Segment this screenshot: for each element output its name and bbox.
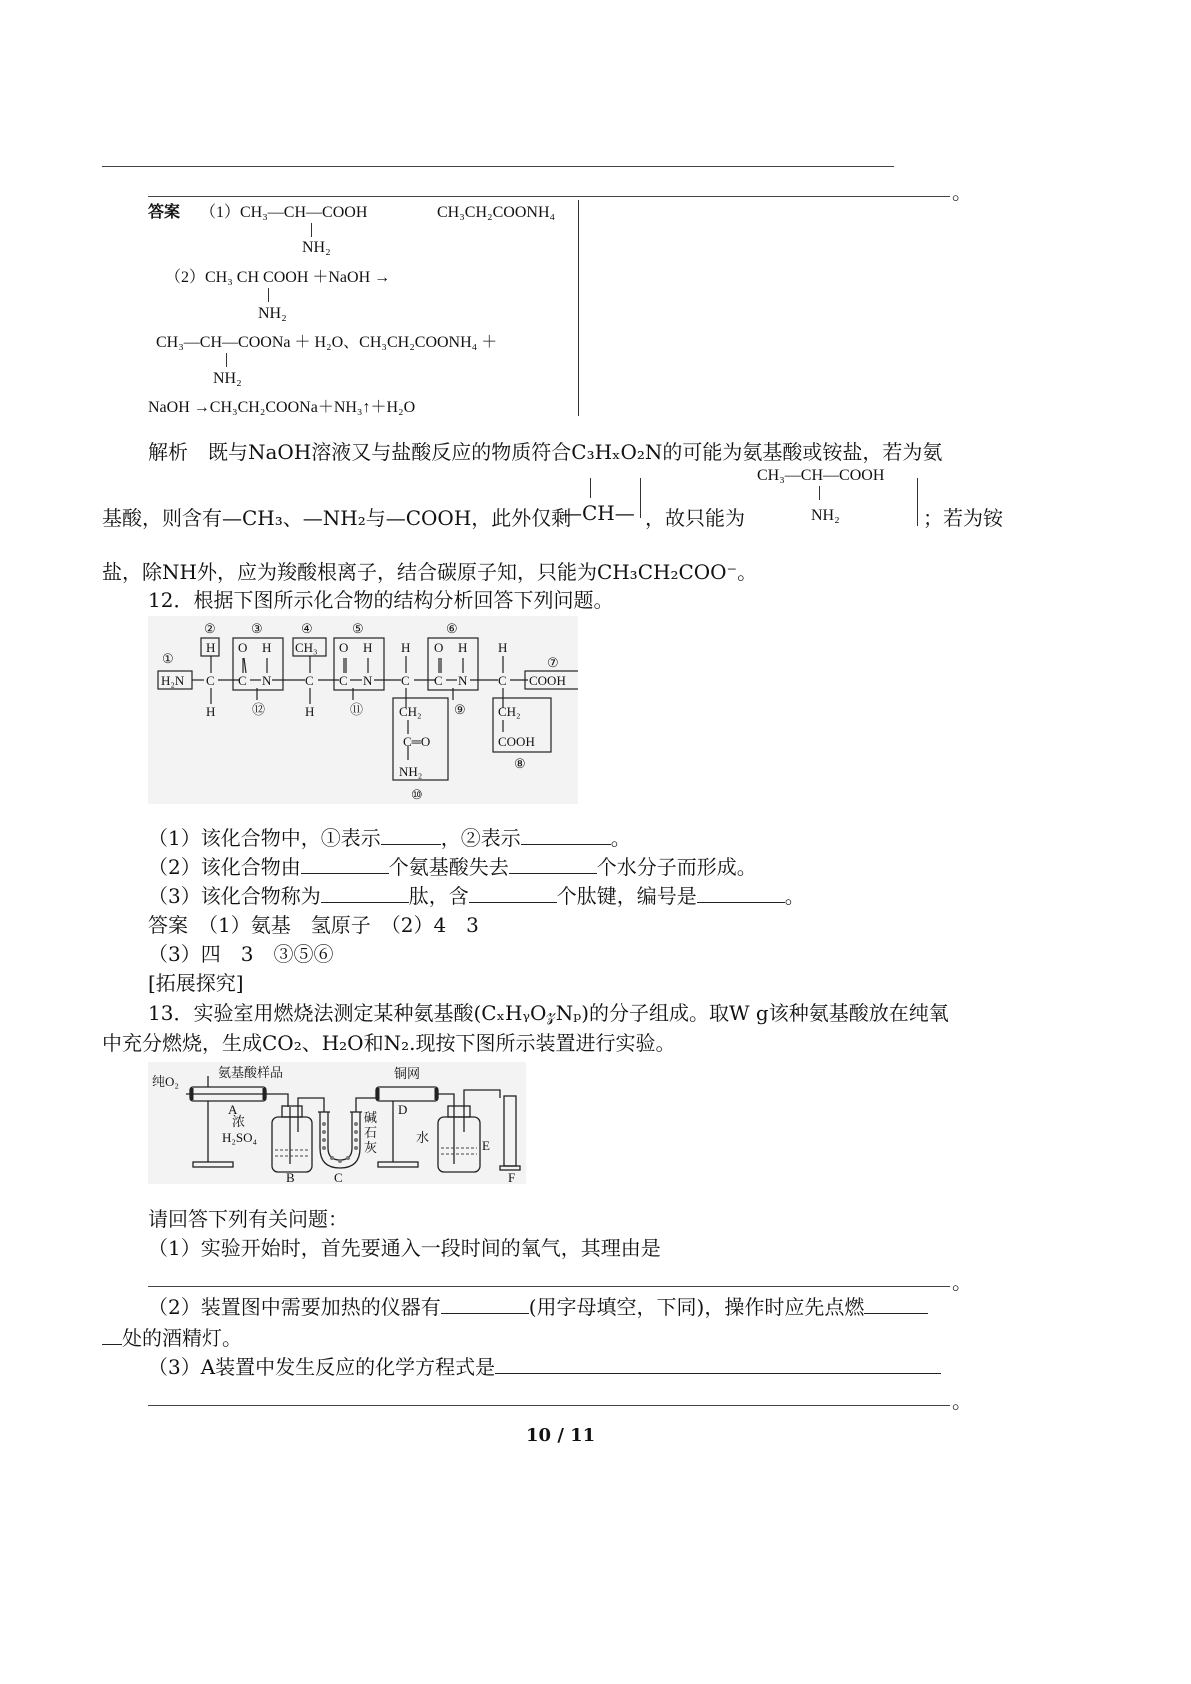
- c-atom: C: [498, 673, 507, 688]
- q13-blank-3[interactable]: [495, 1355, 941, 1374]
- q12-p2: [148, 855, 757, 879]
- peptide-structure-svg: [148, 616, 578, 804]
- bond-line: [819, 486, 820, 500]
- label-B: B: [286, 1170, 295, 1184]
- q13-p3-text: （3）A装置中发生反应的化学方程式是: [148, 1355, 496, 1379]
- h-atom: H: [262, 640, 272, 655]
- analysis-line2a: 基酸，则含有—CH₃、—NH₂与—COOH，此外仅剩: [102, 506, 572, 530]
- q12-blank-3[interactable]: [301, 855, 389, 874]
- end-mark: 。: [784, 884, 805, 908]
- label-A: A: [228, 1102, 238, 1117]
- q12-answer-line2: （3）四 3 ③⑤⑥: [148, 942, 334, 966]
- q12-answer-line1: 答案 （1）氨基 氢原子 （2）4 3: [148, 913, 479, 937]
- label-10: ⑩: [411, 787, 423, 802]
- analysis-line1: 解析 既与NaOH溶液又与盐酸反应的物质符合C₃HₓO₂N的可能为氨基酸或铵盐，若为氨: [148, 440, 943, 464]
- amino-group: NH₂: [302, 239, 331, 256]
- label-7: ⑦: [547, 655, 559, 670]
- q12-p1-text: （1）该化合物中，①表示: [148, 826, 381, 850]
- label-E: E: [482, 1138, 490, 1153]
- q12-p1: [148, 826, 631, 850]
- q13-blank-1[interactable]: [441, 1295, 529, 1314]
- apparatus-diagram: [148, 1062, 526, 1184]
- bond-line: [640, 478, 641, 518]
- q12-p3b-text: 肽，含: [408, 884, 469, 908]
- h-atom: H: [206, 640, 216, 655]
- bond-line: [268, 288, 269, 302]
- label-C: C: [334, 1170, 343, 1184]
- q13-stem-line1: 13．实验室用燃烧法测定某种氨基酸(CₓHᵧO𝓏Nₚ)的分子组成。取W g该种氨基酸放在纯氧: [148, 1001, 949, 1025]
- ch2-group: CH₂: [498, 704, 521, 719]
- q13-blank-2[interactable]: [864, 1295, 928, 1314]
- oxygen-label: 纯O₂: [152, 1074, 179, 1089]
- lime-label-3: 灰: [364, 1140, 378, 1155]
- c-atom: C: [401, 673, 410, 688]
- label-1: ①: [162, 651, 174, 666]
- label-4: ④: [301, 621, 313, 636]
- label-2: ②: [204, 621, 216, 636]
- amino-group: NH₂: [258, 305, 287, 322]
- water-label: 水: [416, 1130, 430, 1145]
- c-atom: C: [206, 673, 215, 688]
- bond-line: [226, 353, 227, 367]
- answer-box-edge: [578, 200, 579, 416]
- cooh-group: COOH: [529, 673, 566, 688]
- label-6: ⑥: [446, 621, 458, 636]
- q12-p3-text: （3）该化合物称为: [148, 884, 321, 908]
- apparatus-svg: [148, 1062, 526, 1184]
- q12-blank-5[interactable]: [321, 884, 409, 903]
- c-atom: C: [434, 673, 443, 688]
- analysis-line3: 盐，除NH外，应为羧酸根离子，结合碳原子知，只能为CH₃CH₂COO⁻。: [102, 560, 758, 584]
- lime-label-1: 碱: [364, 1110, 378, 1125]
- c-atom: C: [339, 673, 348, 688]
- c-eq-o: C═O: [403, 734, 431, 749]
- acid-label-1: 浓: [232, 1114, 246, 1129]
- ch3-group: CH₃: [295, 640, 318, 655]
- answer-blank-line: [148, 196, 950, 197]
- q12-p2b-text: 个氨基酸失去: [388, 855, 509, 879]
- copper-mesh-label: 铜网: [394, 1066, 421, 1081]
- q13-stem-line2: 中充分燃烧，生成CO₂、H₂O和N₂.现按下图所示装置进行实验。: [102, 1031, 676, 1055]
- lime-label-2: 石: [364, 1125, 378, 1140]
- q12-p2c-text: 个水分子而形成。: [596, 855, 757, 879]
- h-atom: H: [305, 704, 315, 719]
- q12-p1b-text: ，②表示: [440, 826, 521, 850]
- h-atom: H: [498, 640, 508, 655]
- end-mark: 。: [952, 1270, 972, 1294]
- q12-blank-1[interactable]: [381, 826, 441, 845]
- section-heading: [拓展探究]: [148, 971, 244, 995]
- q13-p2a-text: （2）装置图中需要加热的仪器有: [148, 1295, 441, 1319]
- ch2-group: CH₂: [399, 704, 422, 719]
- analysis-formula-bottom: NH₂: [811, 507, 840, 524]
- end-mark: 。: [952, 180, 972, 204]
- answer-line4: NaOH →CH₃CH₂COONa＋NH₃↑＋H₂O: [148, 399, 416, 416]
- label-12: ⑫: [252, 702, 266, 717]
- analysis-formula-top: CH₃—CH—COOH: [757, 467, 885, 484]
- answer-line1a: （1）CH₃—CH—COOH: [200, 204, 368, 221]
- q13-blank-2-cont[interactable]: [102, 1326, 122, 1345]
- q13-p2: [148, 1295, 928, 1319]
- answer-line3: CH₃—CH—COONa ＋ H₂O、CH₃CH₂COONH₄ ＋: [156, 334, 498, 351]
- label-5: ⑤: [352, 621, 364, 636]
- c-atom: C: [238, 673, 247, 688]
- answer-label: 答案: [148, 204, 181, 221]
- q13-answer-line-3[interactable]: [148, 1405, 950, 1406]
- q12-p3c-text: 个肽键，编号是: [556, 884, 697, 908]
- h-atom: H: [458, 640, 468, 655]
- sample-label: 氨基酸样品: [218, 1065, 284, 1080]
- answer-line2: （2）CH₃ CH COOH ＋NaOH →: [165, 269, 391, 286]
- h-atom: H: [401, 640, 411, 655]
- h-atom: H: [363, 640, 373, 655]
- q13-answer-line-1[interactable]: [148, 1286, 950, 1287]
- q13-p2c-text: 处的酒精灯。: [122, 1326, 242, 1350]
- label-F: F: [508, 1170, 516, 1184]
- o-atom: O: [434, 640, 444, 655]
- analysis-ch: —CH—: [562, 501, 635, 525]
- end-mark: 。: [952, 1389, 972, 1413]
- label-D: D: [398, 1102, 408, 1117]
- o-atom: O: [238, 640, 248, 655]
- label-11: ⑪: [350, 702, 364, 717]
- o-atom: O: [339, 640, 349, 655]
- label-9: ⑨: [454, 702, 466, 717]
- cooh-group: COOH: [498, 734, 535, 749]
- n-atom: N: [262, 673, 272, 688]
- q12-stem: 12．根据下图所示化合物的结构分析回答下列问题。: [148, 588, 614, 612]
- q12-p3: [148, 884, 805, 908]
- q13-intro: 请回答下列有关问题：: [148, 1207, 348, 1231]
- q12-blank-2[interactable]: [521, 826, 611, 845]
- h2n-group: H₂N: [161, 673, 185, 688]
- q13-p1: （1）实验开始时，首先要通入一段时间的氧气，其理由是: [148, 1236, 661, 1260]
- n-atom: N: [458, 673, 468, 688]
- bond-line: [311, 223, 312, 237]
- q13-p3: [148, 1355, 941, 1379]
- label-8: ⑧: [514, 756, 526, 771]
- analysis-line2b: ，故只能为: [645, 506, 745, 530]
- c-atom: C: [305, 673, 314, 688]
- peptide-structure-diagram: [148, 616, 578, 804]
- q13-p2-cont: [102, 1326, 242, 1350]
- q12-blank-7[interactable]: [697, 884, 785, 903]
- end-mark: 。: [610, 826, 631, 850]
- label-3: ③: [251, 621, 263, 636]
- answer-line1b: CH₃CH₂COONH₄: [437, 204, 556, 221]
- q12-p2-text: （2）该化合物由: [148, 855, 301, 879]
- amino-group: NH₂: [213, 370, 242, 387]
- page-number: 10 / 11: [526, 1425, 596, 1446]
- top-rule: [102, 166, 894, 167]
- analysis-line2c: ；若为铵: [923, 506, 1003, 530]
- n-atom: N: [363, 673, 373, 688]
- q12-blank-4[interactable]: [509, 855, 597, 874]
- bond-line: [590, 478, 591, 498]
- acid-label-2: H₂SO₄: [222, 1130, 258, 1145]
- h-atom: H: [206, 704, 216, 719]
- q13-p2b-text: (用字母填空，下同)，操作时应先点燃: [528, 1295, 865, 1319]
- q12-blank-6[interactable]: [469, 884, 557, 903]
- nh2-group: NH₂: [399, 764, 423, 779]
- bond-line: [917, 478, 918, 526]
